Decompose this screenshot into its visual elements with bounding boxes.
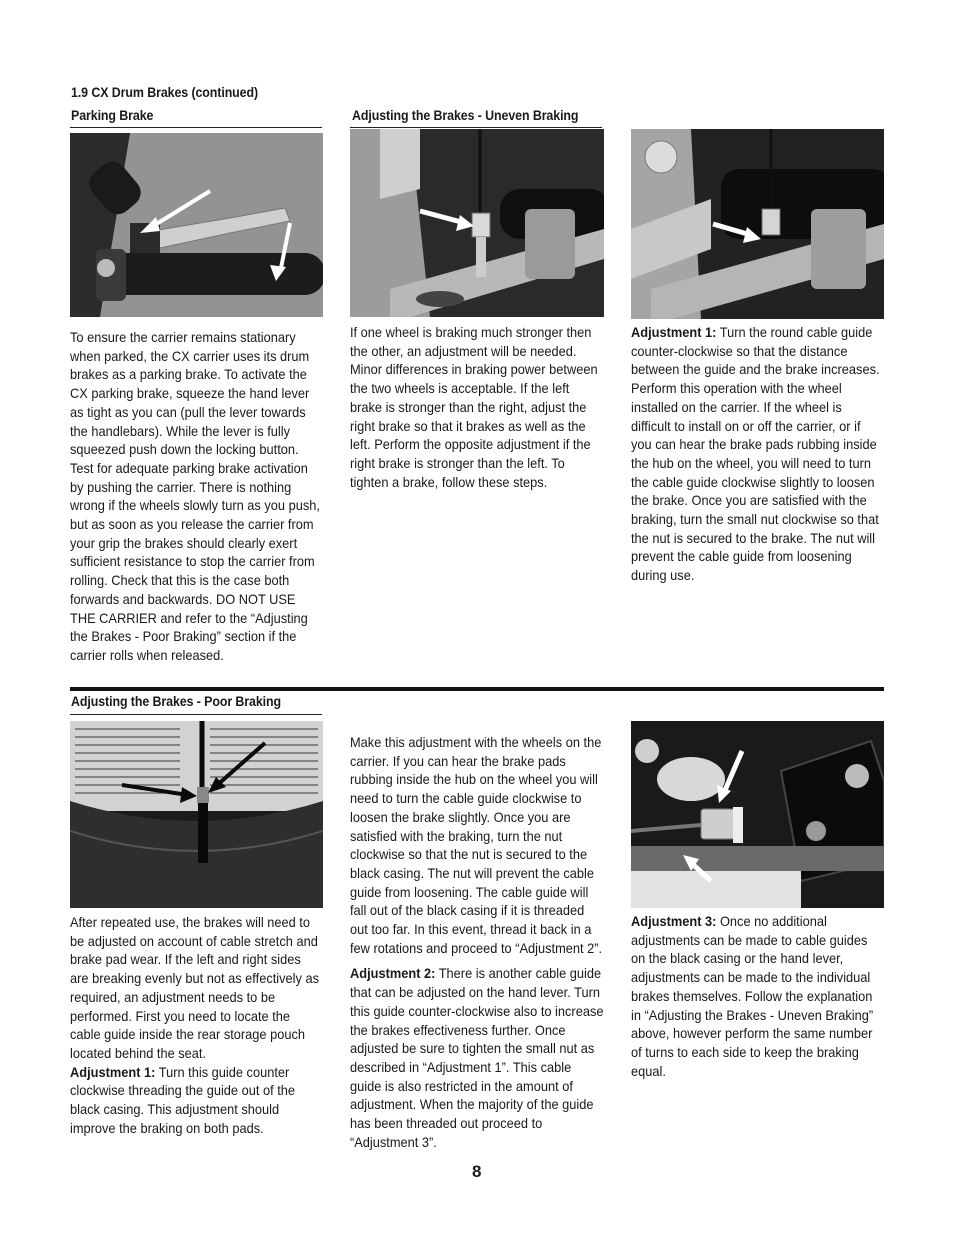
poor-adjustment-2-label: Adjustment 2: bbox=[350, 965, 436, 982]
poor-adjustment-2-paragraph bbox=[350, 964, 604, 1151]
poor-adjustment-3-label: Adjustment 3: bbox=[631, 913, 717, 929]
cable-guide-photo-2 bbox=[631, 129, 884, 319]
uneven-braking-text bbox=[350, 323, 602, 491]
poor-braking-intro: After repeated use, the brakes will need to be adjusted on account of cable stretch and brake pad wear. If the left and right sides are breaking evenly but not as effectively as required, an adjustment needs to be performed. First you need to locate the cable guide inside the rear storage pouch located behind the seat. bbox=[70, 914, 319, 1061]
poor-adjustment-3-body: Once no additional adjustments can be made to cable guides on the black casing or the hand lever, adjustments can be made to the individual brakes themselves. Follow the explanation in “Adjusting the Brakes - Uneven Braking” above, however perform the same number of turns to each side to keep the braking equal. bbox=[631, 913, 874, 1079]
parking-brake-photo bbox=[70, 133, 323, 317]
parking-brake-heading: Parking Brake bbox=[71, 108, 154, 123]
poor-braking-middle-paragraph: Make this adjustment with the wheels on the carrier. If you can hear the brake pads rubbing inside the hub on the wheel you will need to turn the cable guide clockwise to loosen the brake slightly. Once you are satisfied with the braking, turn the nut clockwise so that the nut is secured to the black casing. The nut will prevent the cable guide from loosening. The cable guide will fall out of the black casing if it is threaded out too far. In this event, thread it back in a few rotations and proceed to “Adjustment 2”. bbox=[350, 734, 603, 956]
adjustment-1-label: Adjustment 1: bbox=[631, 324, 717, 340]
uneven-braking-paragraph: If one wheel is braking much stronger then the other, an adjustment will be needed. Minor differences in braking power between the two wheels is acceptable. If the left brake is stronger than the right, adjust the right brake so that it brakes as well as the left. Perform the opposite adjustment if the right brake is stronger than the left. To tighten a brake, follow these steps. bbox=[350, 324, 598, 490]
poor-braking-middle-text bbox=[350, 733, 604, 1151]
poor-adjustment-1-paragraph bbox=[70, 1063, 322, 1138]
cable-guide-photo-1 bbox=[350, 129, 604, 317]
uneven-braking-heading: Adjusting the Brakes - Uneven Braking bbox=[352, 108, 579, 123]
poor-braking-right-text bbox=[631, 912, 883, 1080]
parking-heading-underline bbox=[70, 127, 322, 128]
section-title: 1.9 CX Drum Brakes (continued) bbox=[71, 85, 259, 100]
brake-adjust-photo bbox=[631, 721, 884, 908]
poor-heading-underline bbox=[70, 714, 322, 715]
poor-adjustment-1-body: Turn this guide counter clockwise threading the guide out of the black casing. This adjustment should improve the braking on both pads. bbox=[70, 1063, 296, 1136]
storage-pouch-photo bbox=[70, 721, 323, 908]
parking-brake-paragraph: To ensure the carrier remains stationary when parked, the CX carrier uses its drum brakes as a parking brake. To activate the CX parking brake, squeeze the hand lever as tight as you can (pull the lever towards the handlebars). While the lever is fully squeezed push down the locking button. Test for adequate parking brake activation by pushing the carrier. There is nothing wrong if the wheels slowly turn as you push, but as soon as you release the carrier from your grip the brakes should clearly exert sufficient resistance to stop the carrier from rolling. Check that this is the case both forwards and backwards. DO NOT USE THE CARRIER and refer to the “Adjusting the Brakes - Poor Braking” section if the carrier rolls when released. bbox=[70, 329, 320, 663]
poor-adjustment-3-paragraph bbox=[631, 912, 883, 1080]
uneven-adjustment-1-paragraph bbox=[631, 323, 883, 585]
section-divider bbox=[70, 687, 884, 691]
parking-brake-text bbox=[70, 328, 322, 665]
poor-adjustment-1-label: Adjustment 1: bbox=[70, 1063, 156, 1080]
uneven-heading-underline bbox=[350, 127, 602, 128]
uneven-adjustment-1-text bbox=[631, 323, 883, 585]
poor-adjustment-2-body: There is another cable guide that can be adjusted on the hand lever. Turn this guide counter-clockwise also to increase the brakes effectiveness further. Once adjusted be sure to tighten the small nut as described in “Adjustment 1”. This cable guide is also restricted in the amount of adjustment. When the majority of the guide has been threaded out proceed to “Adjustment 3”. bbox=[350, 965, 604, 1150]
adjustment-1-body: Turn the round cable guide counter-clockwise so that the distance between the guide and the brake increases. Perform this operation with the wheel installed on the carrier. If the wheel is difficult to install on or off the carrier, or if you can hear the brake pads rubbing inside the hub on the wheel, you will need to turn the cable guide clockwise slightly to loosen the brake. Once you are satisfied with the braking, turn the small nut clockwise so that the nut is secured to the brake. The nut will prevent the cable guide from loosening during use. bbox=[631, 324, 880, 584]
poor-braking-heading: Adjusting the Brakes - Poor Braking bbox=[71, 694, 282, 709]
poor-braking-left-text bbox=[70, 913, 322, 1137]
page-number: 8 bbox=[472, 1162, 482, 1181]
